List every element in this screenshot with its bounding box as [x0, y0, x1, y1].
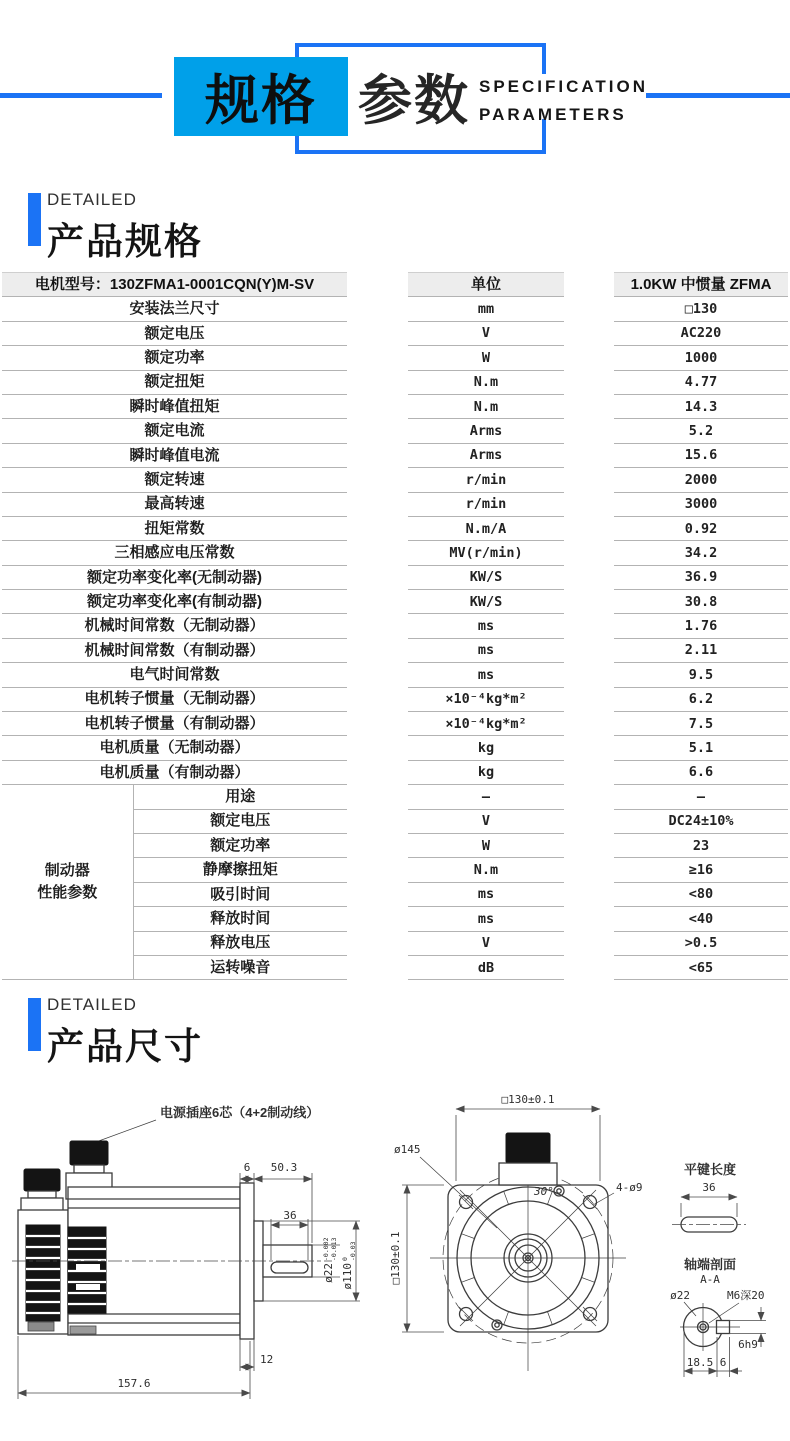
column-gap: [347, 736, 408, 760]
column-gap: [347, 614, 408, 638]
spec-label: 安装法兰尺寸: [2, 297, 347, 321]
spec-value: 2000: [614, 468, 788, 492]
column-gap: [347, 492, 408, 516]
column-gap: [564, 492, 614, 516]
spec-label: 瞬时峰值扭矩: [2, 394, 347, 418]
section-eyebrow: DETAILED: [47, 190, 137, 209]
spec-label: 释放时间: [133, 907, 347, 931]
angle-label: 30°: [534, 1185, 554, 1198]
column-gap: [564, 858, 614, 882]
column-gap: [564, 638, 614, 662]
column-gap: [564, 443, 614, 467]
spec-value: 14.3: [614, 394, 788, 418]
dim-total-length: 157.6: [117, 1377, 151, 1390]
column-gap: [564, 541, 614, 565]
spec-label: 瞬时峰值电流: [2, 443, 347, 467]
section-name: A-A: [700, 1273, 720, 1286]
spec-unit: r/min: [408, 468, 564, 492]
section-shaft-dia: ø22: [670, 1289, 690, 1302]
spec-label: 额定功率: [2, 346, 347, 370]
spec-value: 2.11: [614, 638, 788, 662]
spec-value: 36.9: [614, 565, 788, 589]
spec-value: DC24±10%: [614, 809, 788, 833]
spec-label: 三相感应电压常数: [2, 541, 347, 565]
table-row: [2, 346, 788, 370]
spec-unit: MV(r/min): [408, 541, 564, 565]
spec-label: 用途: [133, 785, 347, 809]
table-row: [2, 736, 788, 760]
table-row: [2, 370, 788, 394]
spec-unit: kg: [408, 736, 564, 760]
motor-front-view: [389, 1093, 643, 1371]
spec-unit: KW/S: [408, 565, 564, 589]
table-row: [2, 565, 788, 589]
table-row: [2, 760, 788, 784]
column-gap: [564, 736, 614, 760]
column-gap: [347, 858, 408, 882]
spec-table: [2, 272, 788, 980]
spec-value: 1000: [614, 346, 788, 370]
key-detail: [672, 1162, 746, 1232]
table-row: [2, 468, 788, 492]
table-row: [2, 687, 788, 711]
banner-left-line: [0, 93, 162, 98]
spec-unit: N.m: [408, 370, 564, 394]
spec-unit: kg: [408, 760, 564, 784]
table-row: [2, 297, 788, 321]
spec-value: 34.2: [614, 541, 788, 565]
dim-key-36: 36: [283, 1209, 297, 1222]
spec-label: 最高转速: [2, 492, 347, 516]
spec-value: AC220: [614, 321, 788, 345]
spec-unit: ×10⁻⁴kg*m²: [408, 687, 564, 711]
value-header: 1.0KW 中惯量 ZFMA: [614, 273, 788, 297]
spec-label: 释放电压: [133, 931, 347, 955]
unit-header: 单位: [408, 273, 564, 297]
section-accent-bar: [28, 193, 41, 246]
column-gap: [347, 541, 408, 565]
spec-label: 机械时间常数（有制动器）: [2, 638, 347, 662]
dim-18-5: 18.5: [686, 1356, 714, 1369]
column-gap: [564, 516, 614, 540]
column-gap: [564, 760, 614, 784]
column-gap: [347, 760, 408, 784]
column-gap: [347, 468, 408, 492]
spec-value: 4.77: [614, 370, 788, 394]
spec-label: 电机质量（有制动器）: [2, 760, 347, 784]
column-gap: [347, 785, 408, 809]
tap-label: M6深20: [727, 1289, 765, 1302]
spec-unit: dB: [408, 955, 564, 979]
section-header-dimensions: [28, 995, 203, 1070]
table-header-row: [2, 273, 788, 297]
spec-value: <40: [614, 907, 788, 931]
spec-label: 运转噪音: [133, 955, 347, 979]
spec-unit: W: [408, 346, 564, 370]
column-gap: [347, 907, 408, 931]
spec-label: 额定功率变化率(有制动器): [2, 590, 347, 614]
spec-value: 23: [614, 833, 788, 857]
spec-unit: V: [408, 809, 564, 833]
spec-label: 额定扭矩: [2, 370, 347, 394]
spec-value: 30.8: [614, 590, 788, 614]
column-gap: [347, 931, 408, 955]
spec-label: 额定电压: [2, 321, 347, 345]
pilot-dia-text: ø110: [341, 1263, 354, 1290]
column-gap: [347, 516, 408, 540]
table-row: [2, 321, 788, 345]
table-row: [2, 663, 788, 687]
dim-flange-6: 6: [243, 1161, 251, 1174]
column-gap: [564, 687, 614, 711]
brake-group-label-line2: 性能参数: [37, 884, 98, 902]
holes-label: 4-ø9: [616, 1181, 643, 1194]
section-label: 轴端剖面: [683, 1257, 737, 1272]
pilot-diameter-label: [341, 1241, 357, 1289]
bolt-circle-label: ø145: [394, 1143, 421, 1156]
banner-right-line: [646, 93, 790, 98]
spec-unit: W: [408, 833, 564, 857]
spec-value: <65: [614, 955, 788, 979]
column-gap: [564, 882, 614, 906]
section-eyebrow: DETAILED: [47, 995, 137, 1014]
banner-title-right: 参数: [358, 71, 470, 131]
column-gap: [347, 687, 408, 711]
key-length-value: 36: [702, 1181, 716, 1194]
table-row: [2, 590, 788, 614]
spec-unit: Arms: [408, 419, 564, 443]
spec-value: 3000: [614, 492, 788, 516]
column-gap: [564, 907, 614, 931]
shaft-diameter-label: [322, 1237, 338, 1282]
table-row: [2, 443, 788, 467]
spec-label: 额定功率变化率(无制动器): [2, 565, 347, 589]
column-gap: [347, 663, 408, 687]
spec-unit: KW/S: [408, 590, 564, 614]
table-row: [2, 516, 788, 540]
spec-value: <80: [614, 882, 788, 906]
column-gap: [564, 370, 614, 394]
column-gap: [564, 931, 614, 955]
spec-label: 电机转子惯量（无制动器）: [2, 687, 347, 711]
column-gap: [347, 273, 408, 297]
column-gap: [347, 443, 408, 467]
column-gap: [564, 712, 614, 736]
spec-unit: ×10⁻⁴kg*m²: [408, 712, 564, 736]
column-gap: [347, 346, 408, 370]
spec-unit: N.m/A: [408, 516, 564, 540]
column-gap: [347, 955, 408, 979]
dim-12: 12: [260, 1353, 274, 1366]
column-gap: [564, 809, 614, 833]
column-gap: [347, 419, 408, 443]
column-gap: [347, 712, 408, 736]
spec-unit: ms: [408, 638, 564, 662]
column-gap: [564, 321, 614, 345]
dim-square-top: □130±0.1: [501, 1093, 555, 1106]
column-gap: [347, 565, 408, 589]
spec-unit: ms: [408, 907, 564, 931]
spec-value: 6.6: [614, 760, 788, 784]
column-gap: [347, 809, 408, 833]
column-gap: [347, 394, 408, 418]
shaft-end-section: [670, 1257, 766, 1377]
section-accent-bar: [28, 998, 41, 1051]
spec-label: 额定功率: [133, 833, 347, 857]
shaft-dia-text: ø22: [322, 1263, 335, 1283]
key-width-label: 6h9: [738, 1338, 758, 1351]
banner-title-left: 规格: [174, 57, 348, 136]
spec-value: 6.2: [614, 687, 788, 711]
spec-label: 电气时间常数: [2, 663, 347, 687]
spec-value: 5.2: [614, 419, 788, 443]
table-row: [2, 712, 788, 736]
spec-value: 15.6: [614, 443, 788, 467]
column-gap: [347, 370, 408, 394]
spec-label: 额定电压: [133, 809, 347, 833]
spec-unit: V: [408, 321, 564, 345]
column-gap: [564, 955, 614, 979]
shaft-tol-upper: -0.002: [322, 1237, 330, 1261]
spec-label: 扭矩常数: [2, 516, 347, 540]
spec-unit: ms: [408, 614, 564, 638]
spec-value: 7.5: [614, 712, 788, 736]
table-row: [2, 394, 788, 418]
spec-unit: mm: [408, 297, 564, 321]
column-gap: [347, 638, 408, 662]
spec-unit: ms: [408, 663, 564, 687]
shaft-tol-lower: -0.013: [330, 1237, 338, 1261]
spec-unit: ms: [408, 882, 564, 906]
spec-label: 机械时间常数（无制动器）: [2, 614, 347, 638]
pilot-tol-lower: -0.03: [349, 1241, 357, 1261]
spec-value: 5.1: [614, 736, 788, 760]
power-connector-callout: 电源插座6芯（4+2制动线）: [160, 1105, 320, 1120]
column-gap: [564, 565, 614, 589]
banner-frame-right-top: [542, 43, 546, 74]
spec-label: 额定电流: [2, 419, 347, 443]
section-title: 产品尺寸: [47, 1026, 203, 1067]
spec-unit: V: [408, 931, 564, 955]
column-gap: [564, 614, 614, 638]
banner-subtitle-line2: PARAMETERS: [479, 105, 627, 124]
column-gap: [347, 297, 408, 321]
spec-value: □130: [614, 297, 788, 321]
dim-square-side: □130±0.1: [389, 1231, 402, 1285]
table-row: [2, 492, 788, 516]
column-gap: [564, 419, 614, 443]
spec-unit: N.m: [408, 394, 564, 418]
brake-group-label-line1: 制动器: [44, 861, 90, 879]
table-row: [2, 419, 788, 443]
dim-6: 6: [719, 1356, 727, 1369]
spec-value: 9.5: [614, 663, 788, 687]
column-gap: [564, 663, 614, 687]
column-gap: [347, 321, 408, 345]
brake-group-cell: [2, 785, 133, 980]
column-gap: [564, 346, 614, 370]
banner-subtitle: [479, 73, 648, 129]
model-header: 电机型号：130ZFMA1-0001CQN(Y)M-SV: [2, 273, 347, 297]
spec-value: —: [614, 785, 788, 809]
pilot-tol-upper: 0: [341, 1257, 349, 1261]
spec-value: 0.92: [614, 516, 788, 540]
table-row: [2, 638, 788, 662]
spec-unit: r/min: [408, 492, 564, 516]
table-row: [2, 785, 788, 809]
spec-label: 电机质量（无制动器）: [2, 736, 347, 760]
table-row: [2, 614, 788, 638]
column-gap: [564, 785, 614, 809]
column-gap: [347, 590, 408, 614]
spec-label: 吸引时间: [133, 882, 347, 906]
column-gap: [564, 273, 614, 297]
column-gap: [564, 468, 614, 492]
column-gap: [564, 590, 614, 614]
section-title: 产品规格: [47, 221, 203, 262]
key-length-label: 平键长度: [683, 1162, 737, 1177]
spec-label: 静摩擦扭矩: [133, 858, 347, 882]
section-header-spec: [28, 190, 203, 265]
dim-shaft-length: 50.3: [270, 1161, 298, 1174]
spec-unit: —: [408, 785, 564, 809]
spec-unit: Arms: [408, 443, 564, 467]
spec-label: 额定转速: [2, 468, 347, 492]
spec-value: >0.5: [614, 931, 788, 955]
motor-side-view: [12, 1105, 360, 1399]
column-gap: [347, 833, 408, 857]
banner-subtitle-line1: SPECIFICATION: [479, 77, 649, 96]
spec-value: ≥16: [614, 858, 788, 882]
spec-value: 1.76: [614, 614, 788, 638]
spec-unit: N.m: [408, 858, 564, 882]
table-row: [2, 541, 788, 565]
column-gap: [347, 882, 408, 906]
column-gap: [564, 297, 614, 321]
column-gap: [564, 394, 614, 418]
column-gap: [564, 833, 614, 857]
dimension-drawing: [0, 1075, 790, 1435]
spec-label: 电机转子惯量（有制动器）: [2, 712, 347, 736]
